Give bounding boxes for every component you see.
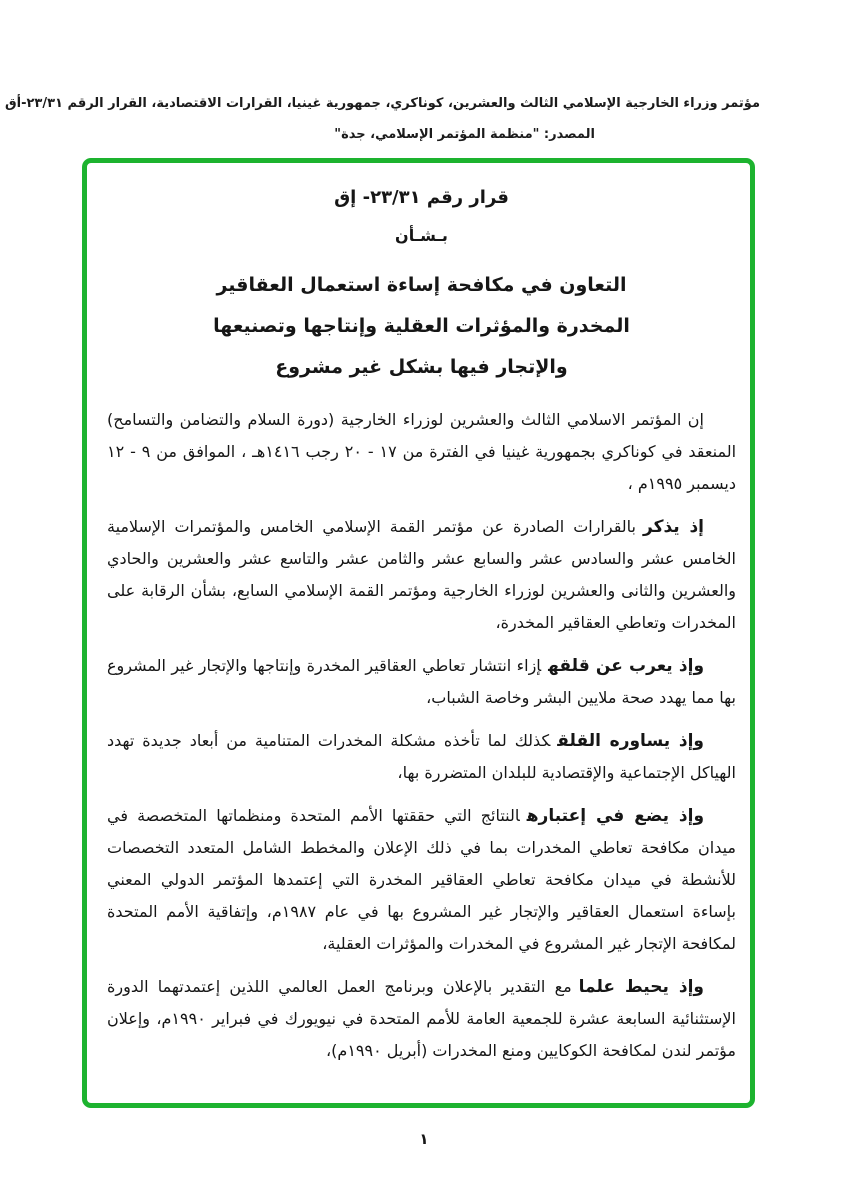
header-citation-line: مؤتمر وزراء الخارجية الإسلامي الثالث والعشرين، كوناكري، جمهورية غينيا، القرارات الاقتصادية، القرار الرقم ٢٣/٣١-أق bbox=[4, 96, 760, 111]
paragraph-lead: وإذ يعرب عن قلقه bbox=[548, 656, 705, 676]
page-number: ١ bbox=[419, 1130, 429, 1148]
paragraph-lead: وإذ يساوره القلق bbox=[557, 731, 704, 751]
subject-title-line: التعاون في مكافحة إساءة استعمال العقاقير bbox=[216, 274, 627, 296]
header-source-line: المصدر: "منظمة المؤتمر الإسلامي، جدة" bbox=[334, 127, 595, 142]
paragraph-preamble bbox=[107, 404, 736, 500]
subject-title-line: المخدرة والمؤثرات العقلية وإنتاجها وتصنيعها bbox=[213, 315, 630, 337]
resolution-number: قرار رقم ٢٣/٣١- إق bbox=[334, 187, 509, 208]
document-frame-border bbox=[82, 158, 755, 1108]
subject-title-line: والإتجار فيها بشكل غير مشروع bbox=[275, 356, 568, 378]
paragraph-expressing-concern bbox=[107, 650, 736, 714]
regarding-label: بـشـأن bbox=[395, 226, 448, 245]
paragraph-recalling bbox=[107, 511, 736, 639]
paragraph-text: مع التقدير بالإعلان وبرنامج العمل العالمي اللذين إعتمدتهما الدورة الإستثنائية السابعة عشرة للجمعية العامة للأمم المتحدة في نيويورك في فبراير ١٩٩٠م، وإعلان مؤتمر لندن لمكافحة الكوكايين ومنع المخدرات (أبريل ١٩٩٠م)، bbox=[107, 977, 737, 1060]
paragraph-lead: وإذ يضع في إعتباره bbox=[526, 806, 705, 826]
paragraph-text: كذلك لما تأخذه مشكلة المخدرات المتنامية من أبعاد جديدة تهدد الهياكل الإجتماعية والإقتصادية للبلدان المتضررة بها، bbox=[107, 731, 736, 782]
document-content bbox=[87, 163, 750, 1067]
paragraph-text: إزاء انتشار تعاطي العقاقير المخدرة وإنتاجها والإتجار غير المشروع بها مما يهدد صحة ملايين البشر وخاصة الشباب، bbox=[107, 656, 736, 707]
paragraph-considering bbox=[107, 800, 736, 960]
paragraph-taking-note bbox=[107, 971, 736, 1067]
paragraph-concerned bbox=[107, 725, 736, 789]
resolution-title-block bbox=[107, 187, 736, 388]
paragraph-text: إن المؤتمر الاسلامي الثالث والعشرين لوزراء الخارجية (دورة السلام والتضامن والتسامح) المنعقد في كوناكري بجمهورية غينيا في الفترة من ١٧ - ٢٠ رجب ١٤١٦هـ ، الموافق من ٩ - ١٢ ديسمبر ١٩٩٥م ، bbox=[107, 410, 737, 493]
paragraph-lead: وإذ يحيط علما bbox=[578, 977, 704, 997]
paragraph-lead: إذ يذكر bbox=[643, 517, 705, 537]
resolution-body bbox=[107, 404, 736, 1067]
paragraph-text: بالقرارات الصادرة عن مؤتمر القمة الإسلامي الخامس والمؤتمرات الإسلامية الخامس عشر والسادس عشر والسابع عشر والثامن عشر والتاسع عشر والعشرين والحادي والعشرين والثانى والعشرين لوزراء الخارجية ومؤتمر القمة الإسلامي السابع، بشأن الرقابة على المخدرات وتعاطي العقاقير المخدرة، bbox=[107, 517, 736, 632]
paragraph-text: النتائج التي حققتها الأمم المتحدة ومنظماتها المتخصصة في ميدان مكافحة تعاطي المخدرات بما في ذلك الإعلان والمخطط الشامل المتعدد التخصصات للأنشطة في ميدان مكافحة تعاطي العقاقير المخدرة التي إعتمدها المؤتمر الدولي المعني بإساءة استعمال العقاقير والإتجار غير المشروع بها في عام ١٩٨٧م، وإتفاقية الأمم المتحدة لمكافحة الإتجار غير المشروع في المخدرات والمؤثرات العقلية، bbox=[107, 806, 736, 953]
